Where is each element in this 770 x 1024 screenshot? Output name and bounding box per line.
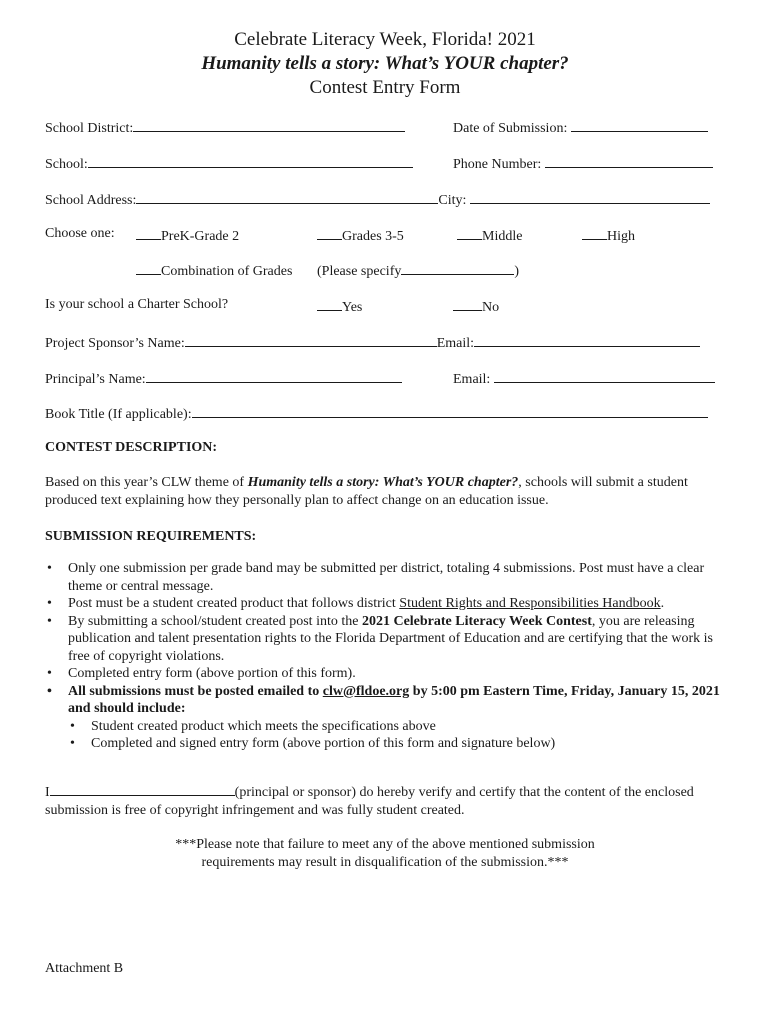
certification-text <box>45 782 735 820</box>
disqualification-note-line2: requirements may result in disqualification of the submission.*** <box>201 855 569 870</box>
book-title-row <box>45 404 708 423</box>
requirements-sublist <box>68 718 735 753</box>
charter-question: Is your school a Charter School? <box>45 297 229 312</box>
form-title: Celebrate Literacy Week, Florida! 2021 <box>234 29 536 50</box>
charter-yes-label: Yes <box>342 300 363 315</box>
submission-requirements-heading: SUBMISSION REQUIREMENTS: <box>45 529 257 544</box>
prek-grade2-label: PreK-Grade 2 <box>161 229 240 244</box>
principal-email-field[interactable] <box>494 369 715 383</box>
requirement-subitem: • Completed and signed entry form (above portion of this form and signature below) <box>68 735 735 753</box>
principal-email-label: Email: <box>453 372 491 387</box>
requirement-item: • Only one submission per grade band may be submitted per district, totaling 4 submissions. Post must have a clear theme or central message. <box>45 560 735 595</box>
phone-number-label: Phone Number: <box>453 157 542 172</box>
combination-option[interactable] <box>136 261 292 280</box>
contest-name: 2021 Celebrate Literacy Week Contest <box>361 613 592 629</box>
please-specify-row <box>317 261 519 280</box>
school-address-row <box>45 190 710 209</box>
requirement-subitem: • Student created product which meets the specifications above <box>68 718 735 736</box>
school-address-field[interactable] <box>136 190 438 204</box>
city-field[interactable] <box>470 190 710 204</box>
requirement-item: • Post must be a student created product that follows district Student Rights and Responsibilities Handbook. <box>45 595 735 613</box>
school-row <box>45 154 413 173</box>
form-subtitle: Contest Entry Form <box>309 77 461 98</box>
school-district-row <box>45 118 405 137</box>
school-district-field[interactable] <box>133 118 405 132</box>
requirement-item: • Completed entry form (above portion of this form). <box>45 665 735 683</box>
choose-one-label: Choose one: <box>45 226 115 241</box>
attachment-label: Attachment B <box>45 961 124 976</box>
middle-label: Middle <box>482 229 523 244</box>
sponsor-email-field[interactable] <box>474 333 700 347</box>
certify-prefix: I <box>45 785 50 800</box>
disqualification-note-line1: ***Please note that failure to meet any of the above mentioned submission <box>175 837 595 852</box>
requirement-item: • All submissions must be posted emailed to clw@fldoe.org by 5:00 pm Eastern Time, Friday, January 15, 2021 and should include: • Student created product which meets the specifications above • Completed and signed entry form (above portion of this form and signature below) <box>45 683 735 753</box>
principal-email-row <box>453 369 715 388</box>
sponsor-email-label: Email: <box>436 336 475 351</box>
charter-yes-option[interactable] <box>317 297 362 316</box>
combination-label: Combination of Grades <box>161 264 293 279</box>
charter-no-blank[interactable] <box>453 297 482 311</box>
school-label: School: <box>45 157 88 172</box>
date-of-submission-label: Date of Submission: <box>453 121 568 136</box>
please-specify-label: (Please specify <box>317 264 402 279</box>
requirement-item: • By submitting a school/student created post into the 2021 Celebrate Literacy Week Contest, you are releasing publication and talent presentation rights to the Florida Department of Education and are certifying that the work is free of copyright violations. <box>45 613 735 666</box>
high-option[interactable] <box>582 226 635 245</box>
contest-description-heading: CONTEST DESCRIPTION: <box>45 440 218 455</box>
sponsor-name-field[interactable] <box>185 333 437 347</box>
high-blank[interactable] <box>582 226 607 240</box>
contest-theme: Humanity tells a story: What’s YOUR chapter? <box>247 475 519 490</box>
principal-name-label: Principal’s Name: <box>45 372 146 387</box>
city-label: City: <box>438 193 467 208</box>
principal-row <box>45 369 402 388</box>
middle-blank[interactable] <box>457 226 482 240</box>
middle-option[interactable] <box>457 226 522 245</box>
charter-no-option[interactable] <box>453 297 499 316</box>
phone-number-row <box>453 154 713 173</box>
contest-description-text: Based on this year’s CLW theme of Humanity tells a story: What’s YOUR chapter?, schools will submit a student produced text explaining how they personally plan to affect change on an education issue. <box>45 475 688 508</box>
grade-prek-2-option[interactable] <box>136 226 239 245</box>
prek-grade2-blank[interactable] <box>136 226 161 240</box>
charter-no-label: No <box>482 300 500 315</box>
email-link[interactable]: clw@fldoe.org <box>322 683 410 699</box>
handbook-link[interactable]: Student Rights and Responsibilities Handbook <box>399 596 661 611</box>
form-theme: Humanity tells a story: What’s YOUR chapter? <box>201 53 569 74</box>
sponsor-row <box>45 333 700 352</box>
phone-number-field[interactable] <box>545 154 713 168</box>
sponsor-name-label: Project Sponsor’s Name: <box>45 336 185 351</box>
principal-name-field[interactable] <box>146 369 402 383</box>
grades-3-5-label: Grades 3-5 <box>342 229 404 244</box>
grades-3-5-blank[interactable] <box>317 226 342 240</box>
school-field[interactable] <box>88 154 413 168</box>
close-paren: ) <box>514 264 520 279</box>
signature-field[interactable] <box>50 782 235 796</box>
certify-body: (principal or sponsor) do hereby verify and certify that the content of the enclosed submission is free of copyright infringement and was fully student created. <box>45 785 694 818</box>
book-title-field[interactable] <box>192 404 708 418</box>
school-district-label: School District: <box>45 121 134 136</box>
date-of-submission-row <box>453 118 708 137</box>
book-title-label: Book Title (If applicable): <box>45 407 192 422</box>
requirements-list <box>45 560 735 753</box>
please-specify-field[interactable] <box>401 261 514 275</box>
school-address-label: School Address: <box>45 193 137 208</box>
high-label: High <box>607 229 635 244</box>
date-of-submission-field[interactable] <box>571 118 708 132</box>
combination-blank[interactable] <box>136 261 161 275</box>
charter-yes-blank[interactable] <box>317 297 342 311</box>
grades-3-5-option[interactable] <box>317 226 404 245</box>
